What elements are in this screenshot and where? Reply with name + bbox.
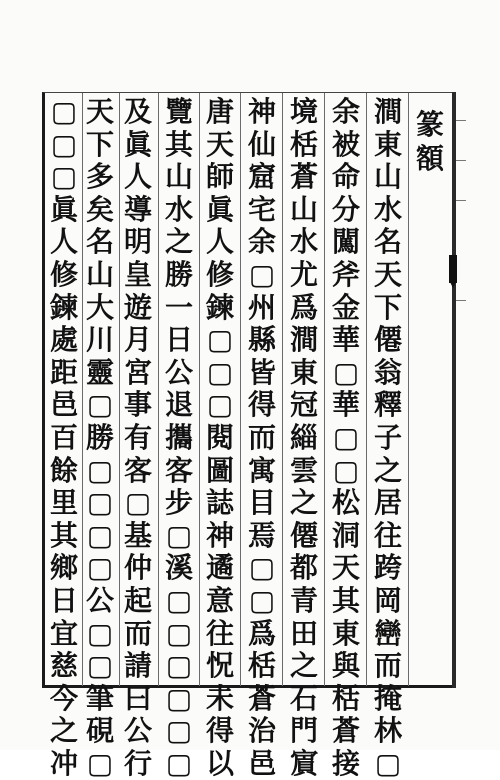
text-glyph: 東: [331, 616, 360, 650]
text-glyph: 退: [164, 388, 193, 422]
text-column: [44, 95, 84, 780]
column-rule: [408, 93, 409, 686]
text-glyph: 縣: [247, 323, 276, 357]
text-glyph: 處: [49, 323, 78, 357]
text-glyph: 山: [289, 192, 318, 226]
text-glyph: 之: [373, 453, 402, 487]
text-glyph: 仲: [123, 551, 152, 585]
text-glyph: 邑: [247, 746, 276, 780]
text-glyph: ▢: [86, 616, 114, 650]
text-glyph: 導: [123, 192, 152, 226]
text-glyph: 栝: [247, 649, 276, 683]
edge-tick: [456, 200, 466, 201]
text-glyph: ▢: [332, 420, 360, 454]
text-glyph: 澗: [373, 95, 402, 128]
text-glyph: 冠: [289, 388, 318, 422]
text-glyph: 蒼: [289, 160, 318, 194]
text-glyph: 鄉: [49, 551, 78, 585]
text-glyph: 日: [164, 323, 193, 357]
text-glyph: 居: [373, 486, 402, 520]
text-glyph: 松: [331, 486, 360, 520]
text-glyph: 閱: [205, 420, 234, 454]
text-glyph: ▢: [86, 486, 114, 520]
text-glyph: 澗: [289, 323, 318, 357]
text-glyph: 步: [164, 486, 193, 520]
text-glyph: ▢: [165, 746, 193, 780]
document-title: [416, 108, 444, 176]
text-glyph: ▢: [124, 486, 152, 520]
title-glyph: 額: [415, 142, 444, 175]
text-glyph: 栝: [331, 681, 360, 715]
text-glyph: 栝: [289, 127, 318, 161]
text-glyph: 巒: [373, 616, 402, 650]
text-glyph: 勝: [85, 420, 114, 454]
text-glyph: 賔: [289, 746, 318, 780]
text-glyph: 與: [331, 649, 360, 683]
text-glyph: 余: [331, 95, 360, 128]
fishtail-notch: [449, 280, 457, 288]
text-glyph: 被: [331, 127, 360, 161]
text-glyph: 之: [164, 225, 193, 259]
text-glyph: 距: [49, 355, 78, 389]
text-glyph: 眞: [49, 192, 78, 226]
text-glyph: 硯: [85, 714, 114, 748]
edge-tick: [456, 120, 466, 121]
text-glyph: 公: [85, 583, 114, 617]
text-glyph: 人: [49, 225, 78, 259]
text-glyph: ▢: [332, 453, 360, 487]
text-glyph: 川: [85, 323, 114, 357]
text-glyph: 明: [123, 225, 152, 259]
text-glyph: 寓: [247, 453, 276, 487]
text-glyph: 青: [289, 583, 318, 617]
text-column: [326, 95, 366, 780]
text-glyph: 東: [289, 355, 318, 389]
text-glyph: 矣: [85, 192, 114, 226]
column-rule: [282, 93, 283, 686]
text-glyph: ▢: [248, 583, 276, 617]
text-glyph: 曰: [123, 681, 152, 715]
text-glyph: 林: [373, 714, 402, 748]
text-glyph: 而: [123, 616, 152, 650]
text-glyph: 天: [331, 551, 360, 585]
text-glyph: 天: [373, 257, 402, 291]
text-glyph: 之: [289, 486, 318, 520]
text-glyph: 尤: [289, 257, 318, 291]
text-glyph: ▢: [165, 649, 193, 683]
text-glyph: 宜: [49, 616, 78, 650]
text-glyph: ▢: [165, 518, 193, 552]
text-column: [80, 95, 120, 780]
text-glyph: ▢: [86, 518, 114, 552]
text-glyph: 神: [247, 95, 276, 128]
text-glyph: 下: [373, 290, 402, 324]
text-glyph: 爲: [247, 616, 276, 650]
text-glyph: ▢: [165, 681, 193, 715]
column-rule: [366, 93, 367, 686]
text-glyph: 攜: [164, 420, 193, 454]
text-glyph: 宮: [123, 355, 152, 389]
text-glyph: 金: [331, 290, 360, 324]
text-glyph: 僊: [289, 518, 318, 552]
text-glyph: ▢: [50, 95, 78, 128]
text-glyph: 雲: [289, 453, 318, 487]
text-glyph: 意: [205, 583, 234, 617]
text-glyph: 洞: [331, 518, 360, 552]
text-glyph: 唐: [205, 95, 234, 128]
text-glyph: 勝: [164, 257, 193, 291]
text-glyph: 行: [123, 746, 152, 780]
text-glyph: 緇: [289, 420, 318, 454]
text-glyph: 圖: [205, 453, 234, 487]
text-glyph: 天: [85, 95, 114, 128]
text-glyph: 而: [247, 420, 276, 454]
text-glyph: 得: [205, 714, 234, 748]
text-glyph: 翁: [373, 355, 402, 389]
text-column: [284, 95, 324, 780]
text-glyph: ▢: [206, 355, 234, 389]
text-glyph: 水: [373, 192, 402, 226]
text-column: [159, 95, 199, 780]
text-glyph: 客: [164, 453, 193, 487]
text-glyph: 岡: [373, 583, 402, 617]
text-glyph: 大: [85, 290, 114, 324]
text-glyph: 得: [247, 388, 276, 422]
text-glyph: 命: [331, 160, 360, 194]
text-glyph: 釋: [373, 388, 402, 422]
text-glyph: ▢: [248, 551, 276, 585]
text-glyph: ▢: [50, 127, 78, 161]
text-glyph: 事: [123, 388, 152, 422]
text-glyph: ▢: [86, 649, 114, 683]
text-glyph: 冲: [49, 746, 78, 780]
text-glyph: 人: [123, 160, 152, 194]
text-glyph: 跨: [373, 551, 402, 585]
text-glyph: 以: [205, 746, 234, 780]
text-glyph: 覽: [164, 95, 193, 128]
text-glyph: 山: [373, 160, 402, 194]
text-glyph: 遊: [123, 290, 152, 324]
text-glyph: 月: [123, 323, 152, 357]
text-glyph: 公: [123, 714, 152, 748]
page-frame-right-border: [452, 92, 456, 688]
text-column: [118, 95, 158, 780]
text-glyph: 今: [49, 681, 78, 715]
text-glyph: 目: [247, 486, 276, 520]
text-glyph: 師: [205, 160, 234, 194]
text-glyph: 往: [373, 518, 402, 552]
text-glyph: 鍊: [205, 290, 234, 324]
text-glyph: 焉: [247, 518, 276, 552]
text-glyph: 山: [85, 257, 114, 291]
text-glyph: ▢: [165, 714, 193, 748]
text-glyph: 筆: [85, 681, 114, 715]
text-glyph: 修: [49, 257, 78, 291]
text-glyph: ▢: [374, 746, 402, 780]
text-glyph: 子: [373, 420, 402, 454]
text-glyph: 誌: [205, 486, 234, 520]
edge-tick: [456, 160, 466, 161]
text-glyph: 神: [205, 518, 234, 552]
title-column: [410, 108, 450, 176]
text-glyph: ▢: [86, 551, 114, 585]
text-glyph: 窟: [247, 160, 276, 194]
text-glyph: 百: [49, 420, 78, 454]
text-column: [200, 95, 240, 780]
text-glyph: 名: [85, 225, 114, 259]
fishtail-mark: [449, 255, 457, 283]
text-glyph: 溪: [164, 551, 193, 585]
text-glyph: 下: [85, 127, 114, 161]
text-glyph: 蒼: [331, 714, 360, 748]
text-glyph: 邑: [49, 388, 78, 422]
text-glyph: ▢: [206, 323, 234, 357]
text-glyph: 餘: [49, 453, 78, 487]
text-glyph: 蒼: [247, 681, 276, 715]
text-glyph: 華: [331, 388, 360, 422]
text-glyph: 境: [289, 95, 318, 128]
text-glyph: 治: [247, 714, 276, 748]
text-glyph: 分: [331, 192, 360, 226]
text-glyph: 余: [247, 225, 276, 259]
text-glyph: 一: [164, 290, 193, 324]
text-glyph: 請: [123, 649, 152, 683]
text-glyph: 水: [289, 225, 318, 259]
text-glyph: 斧: [331, 257, 360, 291]
text-glyph: 靈: [85, 355, 114, 389]
text-glyph: 東: [373, 127, 402, 161]
text-column: [242, 95, 282, 780]
text-glyph: 山: [164, 160, 193, 194]
text-glyph: 之: [289, 649, 318, 683]
text-glyph: 石: [289, 681, 318, 715]
text-glyph: 皆: [247, 355, 276, 389]
text-glyph: ▢: [165, 583, 193, 617]
text-glyph: 爲: [289, 290, 318, 324]
text-glyph: 而: [373, 649, 402, 683]
text-glyph: 有: [123, 420, 152, 454]
edge-tick: [456, 300, 466, 301]
text-glyph: 公: [164, 355, 193, 389]
text-glyph: ▢: [332, 355, 360, 389]
text-glyph: 里: [49, 486, 78, 520]
text-glyph: 之: [49, 714, 78, 748]
text-glyph: 都: [289, 551, 318, 585]
text-glyph: 宅: [247, 192, 276, 226]
text-glyph: 眞: [205, 192, 234, 226]
text-glyph: 其: [331, 583, 360, 617]
title-glyph: 篆: [415, 108, 444, 141]
text-glyph: 闖: [331, 225, 360, 259]
text-glyph: 仙: [247, 127, 276, 161]
text-glyph: 皇: [123, 257, 152, 291]
text-glyph: 接: [331, 746, 360, 780]
text-glyph: 及: [123, 95, 152, 128]
text-glyph: ▢: [86, 746, 114, 780]
text-glyph: ▢: [50, 160, 78, 194]
text-glyph: 名: [373, 225, 402, 259]
text-glyph: 僊: [373, 323, 402, 357]
text-glyph: 鍊: [49, 290, 78, 324]
column-rule: [240, 93, 241, 686]
text-glyph: ▢: [248, 257, 276, 291]
text-glyph: 天: [205, 127, 234, 161]
text-glyph: 客: [123, 453, 152, 487]
text-glyph: ▢: [86, 388, 114, 422]
text-glyph: 人: [205, 225, 234, 259]
text-glyph: 往: [205, 616, 234, 650]
text-column: [368, 95, 408, 780]
text-glyph: 怳: [205, 649, 234, 683]
text-glyph: 慈: [49, 649, 78, 683]
text-glyph: 華: [331, 323, 360, 357]
text-glyph: 起: [123, 583, 152, 617]
text-glyph: 修: [205, 257, 234, 291]
text-glyph: 基: [123, 518, 152, 552]
text-glyph: 其: [49, 518, 78, 552]
text-glyph: 州: [247, 290, 276, 324]
text-glyph: ▢: [86, 453, 114, 487]
text-glyph: 水: [164, 192, 193, 226]
text-glyph: 其: [164, 127, 193, 161]
text-glyph: ▢: [206, 388, 234, 422]
text-glyph: 多: [85, 160, 114, 194]
text-glyph: ▢: [165, 616, 193, 650]
text-glyph: 掩: [373, 681, 402, 715]
text-glyph: 田: [289, 616, 318, 650]
column-rule: [324, 93, 325, 686]
text-glyph: 遹: [205, 551, 234, 585]
text-glyph: 未: [205, 681, 234, 715]
text-glyph: 眞: [123, 127, 152, 161]
text-glyph: 門: [289, 714, 318, 748]
text-glyph: 日: [49, 583, 78, 617]
